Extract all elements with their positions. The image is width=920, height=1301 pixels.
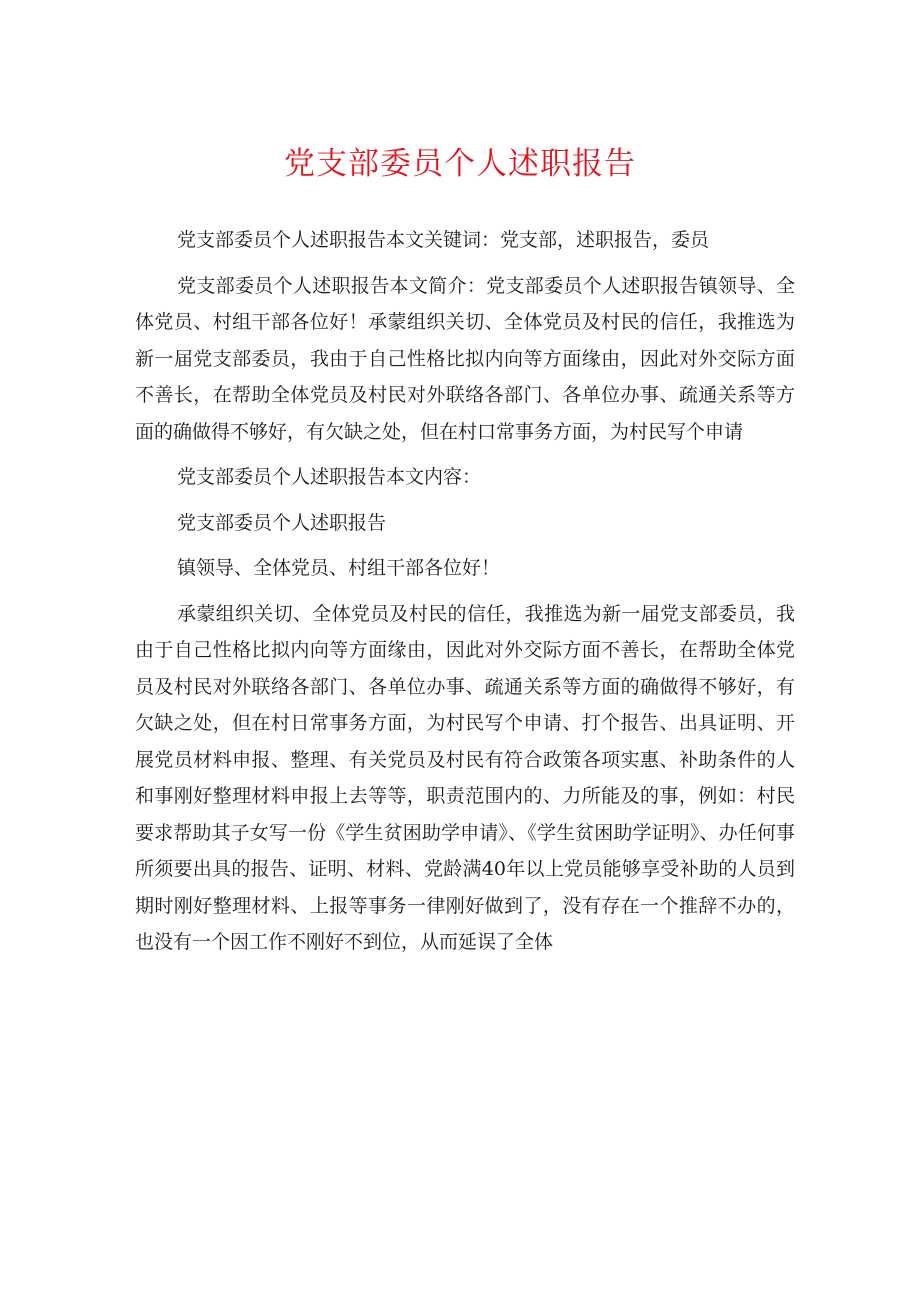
paragraph-content-label: 党支部委员个人述职报告本文内容： [177,466,482,488]
document-title: 党支部委员个人述职报告 [284,146,636,182]
paragraph-greeting: 镇领导、全体党员、村组干部各位好！ [177,557,501,579]
paragraph-report-heading: 党支部委员个人述职报告 [177,511,387,534]
document-body [135,222,795,970]
paragraph-summary: 党支部委员个人述职报告本文简介：党支部委员个人述职报告镇领导、全体党员、村组干部各位好！承蒙组织关切、全体党员及村民的信任，我推选为新一届党支部委员，我由于自己性格比拟内向等方面缘由，因此对外交际方面不善长，在帮助全体党员及村民对外联络各部门、各单位办事、疏通关系等方面的确做得不够好，有欠缺之处，但在村口常事务方面，为村民写个申请 [135,274,795,443]
paragraph-body: 承蒙组织关切、全体党员及村民的信任，我推选为新一届党支部委员，我由于自己性格比拟内向等方面缘由，因此对外交际方面不善长，在帮助全体党员及村民对外联络各部门、各单位办事、疏通关系等方面的确做得不够好，有欠缺之处，但在村日常事务方面，为村民写个申请、打个报告、出具证明、开展党员材料申报、整理、有关党员及村民有符合政策各项实惠、补助条件的人和事刚好整理材料申报上去等等，职责范围内的、力所能及的事，例如：村民要求帮助其子女写一份《学生贫困助学申请》、《学生贫困助学证明》、办任何事所须要出具的报告、证明、材料、党龄满40年以上党员能够享受补助的人员到期时刚好整理材料、上报等事务一律刚好做到了，没有存在一个推辞不办的，也没有一个因工作不刚好不到位，从而延误了全体 [135,602,795,953]
paragraph-keywords: 党支部委员个人述职报告本文关键词：党支部，述职报告，委员 [177,229,710,251]
